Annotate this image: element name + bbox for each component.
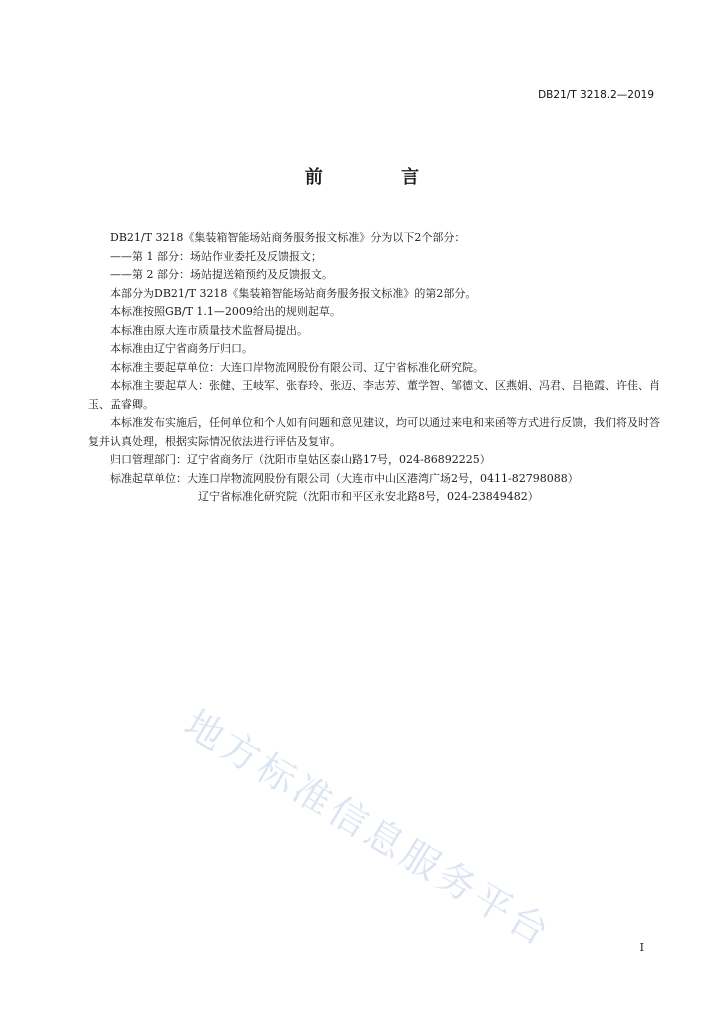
paragraph: 本标准发布实施后，任何单位和个人如有问题和意见建议，均可以通过来电和来函等方式进行反馈，我们将及时答复并认真处理，根据实际情况依法进行评估及复审。 [88, 416, 660, 448]
page-number: I [639, 941, 644, 954]
paragraph: 本标准主要起草人：张健、王岐军、张春玲、张迈、李志芳、董学智、邹德文、区燕娟、冯君、吕艳霞、许佳、肖玉、孟睿卿。 [88, 379, 660, 411]
paragraph-continuation: 辽宁省标准化研究院（沈阳市和平区永安北路8号，024-23849482） [198, 490, 539, 503]
paragraph: 归口管理部门：辽宁省商务厅（沈阳市皇姑区泰山路17号，024-86892225） [110, 453, 491, 466]
paragraph: DB21/T 3218《集装箱智能场站商务服务报文标准》分为以下2个部分： [110, 231, 466, 244]
paragraph: 本标准按照GB/T 1.1—2009给出的规则起草。 [110, 305, 341, 318]
document-code: DB21/T 3218.2—2019 [538, 89, 654, 101]
paragraph: ——第 1 部分：场站作业委托及反馈报文； [110, 249, 322, 263]
paragraph: 标准起草单位：大连口岸物流网股份有限公司（大连市中山区港湾广场2号，0411-82798088） [110, 471, 579, 485]
paragraph: 本标准由辽宁省商务厅归口。 [110, 342, 253, 355]
watermark: 地方标准信息服务平台 [176, 701, 560, 956]
foreword-body [88, 229, 660, 507]
paragraph: ——第 2 部分：场站提送箱预约及反馈报文。 [110, 268, 333, 281]
paragraph: 本标准由原大连市质量技术监督局提出。 [110, 323, 308, 337]
paragraph: 本部分为DB21/T 3218《集装箱智能场站商务服务报文标准》的第2部分。 [110, 286, 477, 300]
page-title: 前 言 [304, 167, 456, 188]
paragraph: 本标准主要起草单位：大连口岸物流网股份有限公司、辽宁省标准化研究院。 [110, 360, 484, 374]
